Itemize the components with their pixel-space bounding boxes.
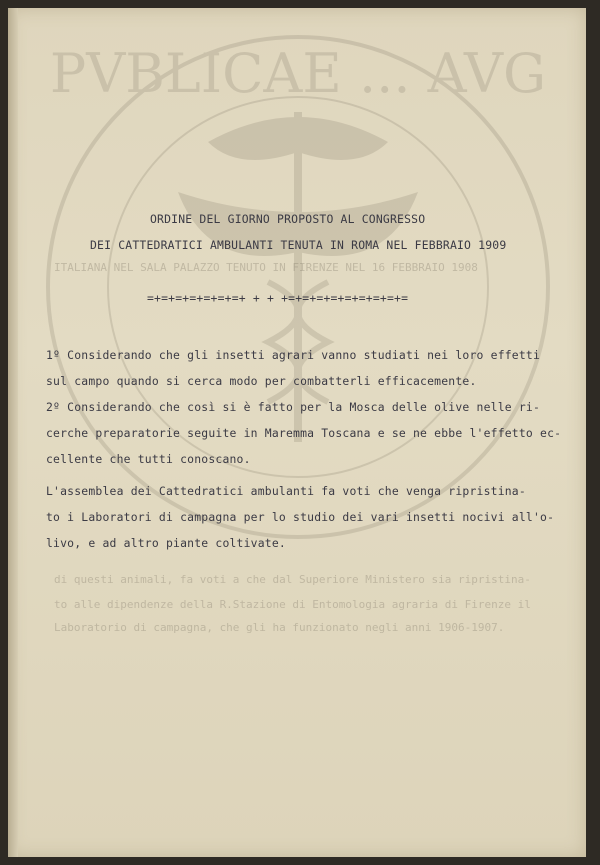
paragraph-1-line-1: 1º Considerando che gli insetti agrari vanno studiati nei loro effetti	[46, 348, 541, 362]
paragraph-1-line-2: sul campo quando si cerca modo per combatterli efficacemente.	[46, 374, 477, 388]
document-page	[8, 8, 586, 857]
page-left-edge	[8, 8, 18, 857]
title-line-2: DEI CATTEDRATICI AMBULANTI TENUTA IN ROMA NEL FEBBRAIO 1909	[90, 238, 507, 252]
paragraph-2-line-3: cellente che tutti conoscano.	[46, 452, 251, 466]
bleed-through-line: ITALIANA NEL SALA PALAZZO TENUTO IN FIRENZE NEL 16 FEBBRAIO 1908	[54, 261, 478, 274]
paragraph-3-line-2: to i Laboratori di campagna per lo studio dei vari insetti nocivi all'o-	[46, 510, 555, 524]
bleed-through-line: di questi animali, fa voti a che dal Superiore Ministero sia ripristina-	[54, 573, 531, 586]
bleed-through-line: to alle dipendenze della R.Stazione di Entomologia agraria di Firenze il	[54, 598, 531, 611]
paragraph-3-line-1: L'assemblea dei Cattedratici ambulanti fa voti che venga ripristina-	[46, 484, 526, 498]
bleed-through-line: Laboratorio di campagna, che gli ha funzionato negli anni 1906-1907.	[54, 621, 505, 634]
seal-text: PVBLICAE ... AVG	[49, 42, 547, 105]
paragraph-2-line-2: cerche preparatorie seguite in Maremma Toscana e se ne ebbe l'effetto ec-	[46, 426, 562, 440]
paragraph-3-line-3: livo, e ad altro piante coltivate.	[46, 536, 286, 550]
paragraph-2-line-1: 2º Considerando che così si è fatto per la Mosca delle olive nelle ri-	[46, 400, 541, 414]
title-line-1: ORDINE DEL GIORNO PROPOSTO AL CONGRESSO	[150, 212, 426, 226]
title-separator: =+=+=+=+=+=+=+ + + +=+=+=+=+=+=+=+=+=	[147, 291, 409, 305]
